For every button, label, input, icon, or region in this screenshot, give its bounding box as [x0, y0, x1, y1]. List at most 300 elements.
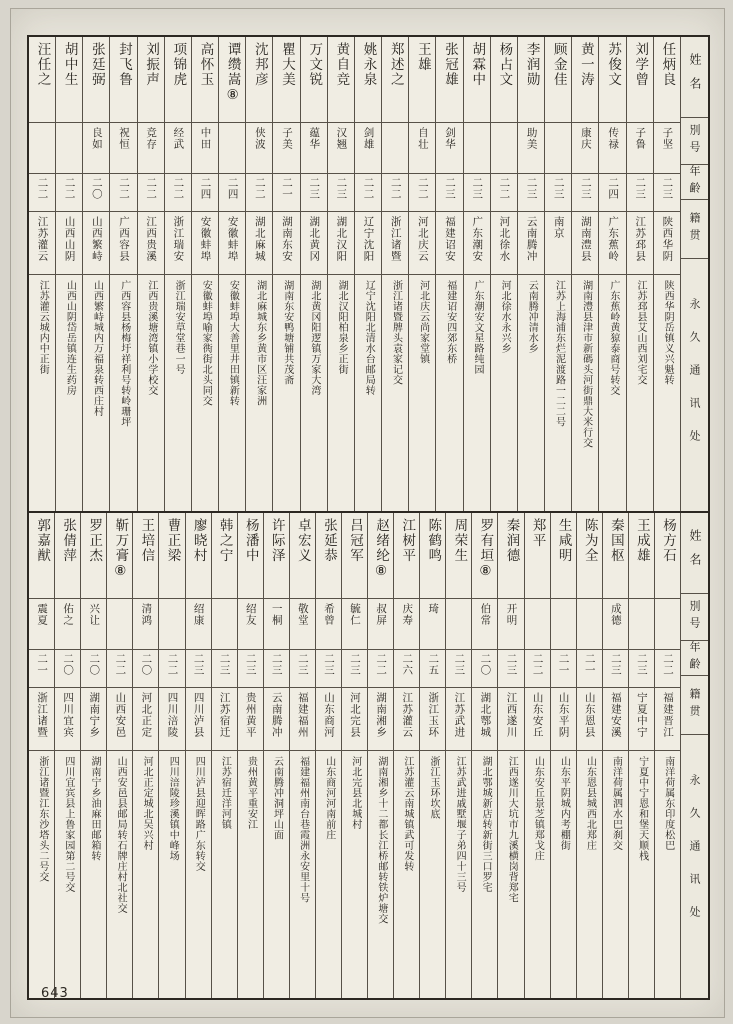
entry-column	[191, 37, 218, 522]
entry-age: 二三	[579, 177, 592, 200]
address-cell	[420, 750, 445, 998]
alias-cell	[655, 598, 680, 649]
age-cell	[355, 173, 381, 211]
entry-column	[272, 37, 299, 522]
address-cell	[212, 750, 237, 998]
entry-column	[237, 513, 263, 998]
native-cell	[368, 687, 393, 750]
name-cell	[55, 513, 80, 598]
entry-age: 二〇	[90, 177, 103, 200]
entry-native: 湖南湘乡	[375, 692, 388, 738]
entry-alias: 成德	[609, 603, 622, 626]
name-cell	[316, 513, 341, 598]
entry-age: 二三	[218, 653, 231, 676]
name-cell	[355, 37, 381, 122]
native-cell	[654, 211, 680, 274]
native-cell	[627, 211, 653, 274]
alias-cell	[219, 122, 245, 173]
entry-name: 张廷弼	[88, 42, 105, 87]
entry-name: 任炳良	[659, 42, 676, 87]
entry-address: 贵州黄平重安江	[245, 756, 257, 830]
entry-alias: 剑华	[444, 127, 457, 150]
entry-address: 陕西华阴岳镇义兴魁转	[662, 280, 674, 385]
native-cell	[655, 687, 680, 750]
entry-name: 吕冠军	[347, 518, 364, 563]
entry-column	[82, 37, 109, 522]
entry-native: 浙江玉环	[427, 692, 440, 738]
entry-alias: 汉翘	[335, 127, 348, 150]
entry-column	[628, 513, 654, 998]
address-cell	[446, 750, 471, 998]
entry-native: 宁夏中宁	[635, 692, 648, 738]
entry-native: 福建晋江	[661, 692, 674, 738]
row-header-address-label: 永久通讯处	[688, 297, 701, 463]
entry-address: 江西贵溪塘湾镇小学校交	[145, 280, 157, 396]
age-cell	[525, 649, 550, 687]
native-cell	[29, 687, 54, 750]
entry-name: 万文锐	[306, 42, 323, 87]
entry-column	[571, 37, 598, 522]
name-cell	[328, 37, 354, 122]
address-cell	[551, 750, 576, 998]
entry-name: 张冠雄	[442, 42, 459, 87]
entry-native: 河北庆云	[416, 216, 429, 262]
age-cell	[264, 649, 289, 687]
age-cell	[186, 649, 211, 687]
age-cell	[572, 173, 598, 211]
entry-address: 宁夏中宁恩和堡天顺栈	[636, 756, 648, 861]
entry-age: 二三	[349, 653, 362, 676]
entry-column	[550, 513, 576, 998]
entry-alias: 庆寿	[401, 603, 414, 626]
native-cell	[409, 211, 435, 274]
entry-name: 瞿大美	[279, 42, 296, 87]
address-cell	[472, 750, 497, 998]
native-cell	[342, 687, 367, 750]
entry-name: 姚永泉	[360, 42, 377, 87]
native-cell	[603, 687, 628, 750]
entry-age: 二〇	[479, 653, 492, 676]
entry-native: 江西贵溪	[145, 216, 158, 262]
age-cell	[83, 173, 109, 211]
entry-age: 二二	[117, 177, 130, 200]
native-cell	[273, 211, 299, 274]
entry-age: 二二	[498, 177, 511, 200]
entry-age: 二六	[401, 653, 414, 676]
page-number: 643	[41, 986, 69, 1001]
entry-age: 二二	[114, 653, 127, 676]
native-cell	[577, 687, 602, 750]
name-cell	[446, 513, 471, 598]
entry-native: 浙江诸暨	[389, 216, 402, 262]
entry-alias: 子鲁	[634, 127, 647, 150]
address-cell	[290, 750, 315, 998]
entry-address: 湖北汉阳柏泉乡正街	[336, 280, 348, 375]
row-header-native-label: 籍贯	[688, 688, 701, 722]
name-cell	[56, 37, 82, 122]
entry-native: 四川涪陵	[166, 692, 179, 738]
age-cell	[577, 649, 602, 687]
entry-column	[315, 513, 341, 998]
entry-name: 秦国枢	[607, 518, 624, 563]
age-cell	[420, 649, 445, 687]
entry-native: 山西繁峙	[90, 216, 103, 262]
alias-cell	[159, 598, 184, 649]
entry-native: 山东商河	[322, 692, 335, 738]
entry-native: 山东恩县	[583, 692, 596, 738]
entry-name: 项锦虎	[170, 42, 187, 87]
row-header-native	[681, 199, 708, 258]
entry-address: 湖北鄂城新店转新街三口罗宅	[480, 756, 492, 893]
address-cell	[192, 274, 218, 522]
entry-address: 河北正定城北吴兴村	[141, 756, 153, 851]
native-cell	[518, 211, 544, 274]
entry-column	[524, 513, 550, 998]
entry-column	[653, 37, 680, 522]
entry-name: 胡霖中	[469, 42, 486, 87]
entry-age: 二一	[36, 653, 49, 676]
row-header-name	[681, 37, 708, 117]
entry-age: 二三	[296, 653, 309, 676]
entry-native: 云南腾冲	[270, 692, 283, 738]
name-cell	[368, 513, 393, 598]
entry-age: 二二	[253, 177, 266, 200]
entry-name: 胡中生	[61, 42, 78, 87]
address-cell	[627, 274, 653, 522]
entry-column	[576, 513, 602, 998]
entry-age: 二三	[525, 177, 538, 200]
name-cell	[472, 513, 497, 598]
address-cell	[29, 750, 54, 998]
name-cell	[107, 513, 132, 598]
address-cell	[107, 750, 132, 998]
native-cell	[186, 687, 211, 750]
entry-age: 二一	[281, 177, 294, 200]
entry-column	[158, 513, 184, 998]
alias-cell	[491, 122, 517, 173]
entry-column	[471, 513, 497, 998]
address-cell	[316, 750, 341, 998]
age-cell	[394, 649, 419, 687]
entry-native: 广东蕉岭	[607, 216, 620, 262]
address-cell	[246, 274, 272, 522]
name-cell	[192, 37, 218, 122]
entry-alias: 敬堂	[296, 603, 309, 626]
age-cell	[273, 173, 299, 211]
entry-name: 郭嘉猷	[34, 518, 51, 563]
name-cell	[138, 37, 164, 122]
entry-age: 二四	[607, 177, 620, 200]
age-cell	[627, 173, 653, 211]
age-cell	[246, 173, 272, 211]
alias-cell	[342, 598, 367, 649]
entry-column	[211, 513, 237, 998]
alias-cell	[525, 598, 550, 649]
age-cell	[368, 649, 393, 687]
entry-name: 郑平	[529, 518, 546, 548]
native-cell	[192, 211, 218, 274]
name-cell	[133, 513, 158, 598]
entry-name: 王培信	[138, 518, 155, 563]
address-cell	[159, 750, 184, 998]
entry-name: 杨方石	[659, 518, 676, 563]
address-cell	[138, 274, 164, 522]
name-cell	[655, 513, 680, 598]
entry-address: 山东安丘景芝镇郑戈庄	[532, 756, 544, 861]
entry-native: 湖南澧县	[579, 216, 592, 262]
name-cell	[238, 513, 263, 598]
entry-native: 山东平阴	[557, 692, 570, 738]
name-cell	[545, 37, 571, 122]
entry-address: 广东蕉岭黄猄泰商号转交	[607, 280, 619, 396]
alias-cell	[133, 598, 158, 649]
entry-name: 谭缵嵩⑧	[224, 42, 241, 105]
address-cell	[409, 274, 435, 522]
entry-name: 罗正杰	[86, 518, 103, 563]
entry-column	[185, 513, 211, 998]
entry-alias: 子坚	[661, 127, 674, 150]
entry-address: 江苏武进戚墅堰子弟四十三号	[454, 756, 466, 893]
name-cell	[83, 37, 109, 122]
entry-column	[132, 513, 158, 998]
entry-native: 山西安邑	[114, 692, 127, 738]
entry-name: 韩之宁	[216, 518, 233, 563]
entry-column	[289, 513, 315, 998]
entry-alias: 康庆	[579, 127, 592, 150]
address-cell	[436, 274, 462, 522]
entry-alias: 佑之	[62, 603, 75, 626]
entry-address: 浙江诸暨牌头袁家记交	[390, 280, 402, 385]
entry-age: 二三	[322, 653, 335, 676]
entry-age: 二三	[308, 177, 321, 200]
entry-age: 二二	[172, 177, 185, 200]
entry-address: 四川泸县迎晖路广东转交	[193, 756, 205, 872]
entry-age: 二二	[531, 653, 544, 676]
row-header-alias	[681, 593, 708, 640]
entry-address: 四川涪陵珍溪镇中峰场	[167, 756, 179, 861]
alias-cell	[212, 598, 237, 649]
alias-cell	[328, 122, 354, 173]
entry-native: 江苏武进	[453, 692, 466, 738]
age-cell	[316, 649, 341, 687]
native-cell	[246, 211, 272, 274]
address-cell	[55, 750, 80, 998]
age-cell	[29, 173, 55, 211]
entry-name: 黄一涛	[577, 42, 594, 87]
age-cell	[165, 173, 191, 211]
age-cell	[409, 173, 435, 211]
native-cell	[133, 687, 158, 750]
age-cell	[138, 173, 164, 211]
alias-cell	[545, 122, 571, 173]
entry-age: 二三	[270, 653, 283, 676]
name-cell	[464, 37, 490, 122]
native-cell	[316, 687, 341, 750]
entry-address: 浙江诸暨江东沙塔头二号交	[36, 756, 48, 882]
entry-native: 湖北鄂城	[479, 692, 492, 738]
name-cell	[518, 37, 544, 122]
entry-column	[354, 37, 381, 522]
address-cell	[301, 274, 327, 522]
alias-cell	[518, 122, 544, 173]
entry-native: 福建安溪	[609, 692, 622, 738]
alias-cell	[81, 598, 106, 649]
row-header-alias-label: 別号	[688, 600, 701, 634]
entry-column	[419, 513, 445, 998]
address-cell	[56, 274, 82, 522]
age-cell	[498, 649, 523, 687]
row-header-name-label: 姓名	[688, 53, 702, 101]
alias-cell	[436, 122, 462, 173]
native-cell	[81, 687, 106, 750]
native-cell	[29, 211, 55, 274]
native-cell	[301, 211, 327, 274]
entry-alias: 震夏	[36, 603, 49, 626]
address-cell	[328, 274, 354, 522]
age-cell	[655, 649, 680, 687]
row-header-address-label: 永久通讯处	[688, 773, 701, 939]
native-cell	[464, 211, 490, 274]
alias-cell	[107, 598, 132, 649]
entry-address: 河北庆云尚家堂镇	[417, 280, 429, 364]
entry-address: 湖北麻城东乡黄市区汪家洲	[254, 280, 266, 406]
name-cell	[551, 513, 576, 598]
entry-column	[218, 37, 245, 522]
address-cell	[133, 750, 158, 998]
alias-cell	[464, 122, 490, 173]
age-cell	[654, 173, 680, 211]
alias-cell	[394, 598, 419, 649]
age-cell	[81, 649, 106, 687]
entry-alias: 毓仁	[349, 603, 362, 626]
alias-cell	[654, 122, 680, 173]
entry-address: 安徽蚌埠喻家衖街北头同交	[200, 280, 212, 406]
entry-name: 高怀玉	[197, 42, 214, 87]
age-cell	[133, 649, 158, 687]
entry-name: 廖晓村	[190, 518, 207, 563]
address-cell	[186, 750, 211, 998]
entry-address: 湖南澧县津市新碼头河街鼎大米行交	[580, 280, 592, 448]
row-header-age	[681, 640, 708, 675]
name-cell	[629, 513, 654, 598]
native-cell	[629, 687, 654, 750]
row-header-age-label: 年齢	[688, 641, 701, 675]
entry-column	[137, 37, 164, 522]
age-cell	[464, 173, 490, 211]
native-cell	[491, 211, 517, 274]
name-cell	[342, 513, 367, 598]
name-cell	[110, 37, 136, 122]
entry-column	[367, 513, 393, 998]
alias-cell	[577, 598, 602, 649]
address-cell	[264, 750, 289, 998]
native-cell	[436, 211, 462, 274]
entry-native: 江苏灌云	[36, 216, 49, 262]
entry-alias: 子美	[281, 127, 294, 150]
address-cell	[81, 750, 106, 998]
row-header-name-label: 姓名	[688, 529, 702, 577]
entry-address: 山东商河河南前庄	[323, 756, 335, 840]
entry-name: 王雄	[414, 42, 431, 72]
entry-age: 二三	[192, 653, 205, 676]
age-cell	[545, 173, 571, 211]
name-cell	[81, 513, 106, 598]
age-cell	[551, 649, 576, 687]
entry-name: 张延恭	[320, 518, 337, 563]
entry-alias: 传禄	[607, 127, 620, 150]
native-cell	[498, 687, 523, 750]
entry-address: 山西安邑县邮局转石牌庄村北社交	[115, 756, 127, 914]
entry-column	[626, 37, 653, 522]
address-cell	[238, 750, 263, 998]
entry-alias: 中田	[199, 127, 212, 150]
entry-alias: 良如	[90, 127, 103, 150]
entry-alias: 侠波	[253, 127, 266, 150]
entry-native: 四川泸县	[192, 692, 205, 738]
entry-name: 汪任之	[34, 42, 51, 87]
entry-address: 南洋荷属泗水巴刹交	[610, 756, 622, 851]
entry-column	[80, 513, 106, 998]
address-cell	[382, 274, 408, 522]
address-cell	[110, 274, 136, 522]
age-cell	[55, 649, 80, 687]
alias-cell	[572, 122, 598, 173]
entry-address: 南洋荷属东印度松巴	[662, 756, 674, 851]
entry-address: 湖南湘乡十二都长江桥邮转铁炉塘交	[375, 756, 387, 924]
entry-column	[245, 37, 272, 522]
entry-address: 山西繁峙城内万福泉转西庄村	[91, 280, 103, 417]
entry-column	[517, 37, 544, 522]
entry-native: 山东安丘	[531, 692, 544, 738]
entry-native: 河北徐水	[498, 216, 511, 262]
name-cell	[29, 37, 55, 122]
name-cell	[572, 37, 598, 122]
native-cell	[56, 211, 82, 274]
entry-age: 二三	[609, 653, 622, 676]
entry-alias: 祝恒	[117, 127, 130, 150]
age-cell	[629, 649, 654, 687]
entry-address: 江苏灌云南城镇武可发转	[401, 756, 413, 872]
entry-age: 二三	[453, 653, 466, 676]
entry-name: 刘学曾	[632, 42, 649, 87]
entry-age: 二三	[505, 653, 518, 676]
entry-age: 二二	[416, 177, 429, 200]
entry-age: 二二	[661, 653, 674, 676]
address-cell	[83, 274, 109, 522]
entry-address: 河北徐水永兴乡	[499, 280, 511, 354]
row-header-address	[681, 734, 708, 977]
native-cell	[165, 211, 191, 274]
address-cell	[577, 750, 602, 998]
entry-column	[445, 513, 471, 998]
entry-address: 湖南东安鸭塘铺共茂斋	[281, 280, 293, 385]
row-header-age	[681, 164, 708, 199]
scanned-page	[10, 8, 725, 1018]
address-cell	[498, 750, 523, 998]
entry-address: 福建福州南台巷霞洲永安里十号	[297, 756, 309, 903]
alias-cell	[409, 122, 435, 173]
entry-address: 浙江玉环坎底	[428, 756, 439, 819]
entry-column	[393, 513, 419, 998]
address-cell	[525, 750, 550, 998]
alias-cell	[446, 598, 471, 649]
name-cell	[627, 37, 653, 122]
alias-cell	[472, 598, 497, 649]
native-cell	[472, 687, 497, 750]
native-cell	[238, 687, 263, 750]
entry-alias: 叔屏	[375, 603, 388, 626]
entry-name: 靳万膏⑧	[112, 518, 129, 581]
